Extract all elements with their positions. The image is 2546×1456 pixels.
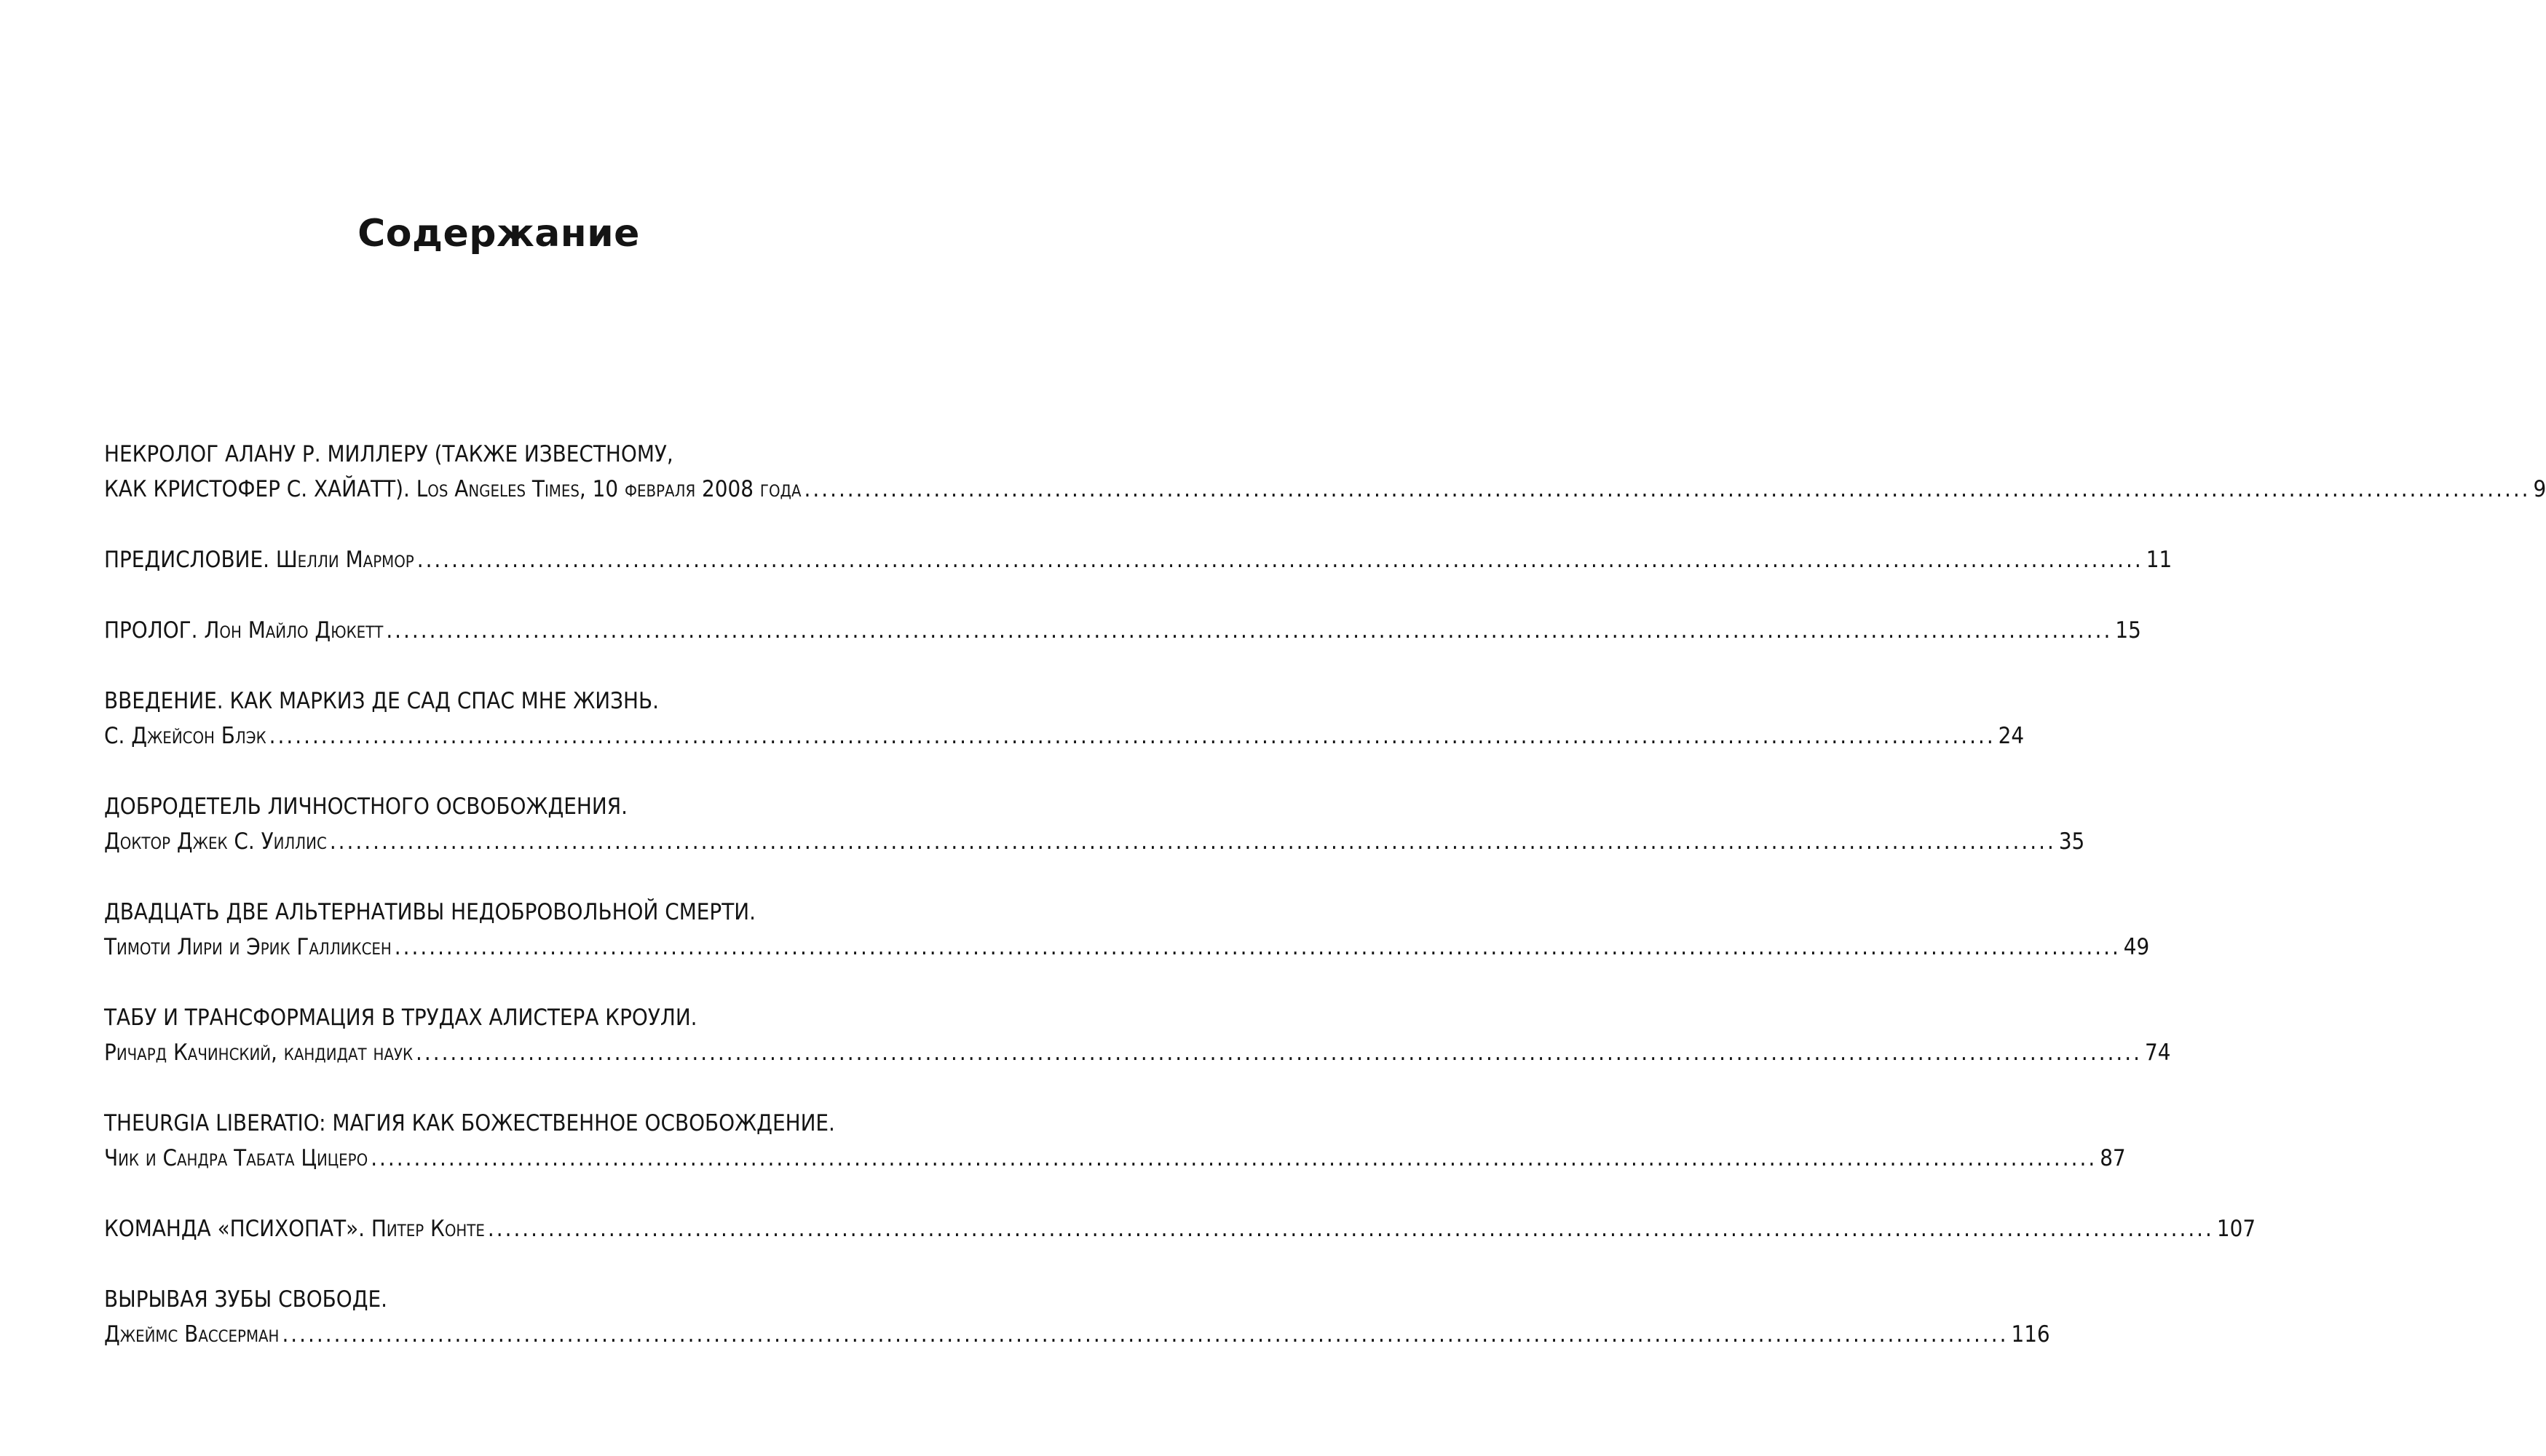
toc-entry-author: С. Джейсон Блэк xyxy=(104,723,266,749)
dot-leader: ........................................................................................................................................................................................................ xyxy=(487,1216,2214,1242)
toc-page-number: 15 xyxy=(2115,617,2141,644)
toc-entry xyxy=(104,1211,2256,1246)
toc-entry xyxy=(104,895,2150,965)
toc-entry-author: Тимоти Лири и Эрик Галликсен xyxy=(104,934,392,960)
toc-entry-text xyxy=(104,1141,368,1176)
toc-entry-leader-line xyxy=(104,542,2173,577)
toc-entry-text xyxy=(104,542,414,577)
toc-entry xyxy=(104,1106,2126,1176)
toc-entry-title-line: ДВАДЦАТЬ ДВЕ АЛЬТЕРНАТИВЫ НЕДОБРОВОЛЬНОЙ СМЕРТИ. xyxy=(104,899,756,925)
toc-entry-author: Чик и Сандра Табата Цицеро xyxy=(104,1145,368,1171)
toc-entry-author: Los Angeles Times, 10 февраля 2008 года xyxy=(416,476,802,502)
toc-entry-text xyxy=(104,719,266,753)
toc-entry-leader-line xyxy=(104,1035,2171,1070)
dot-leader: ........................................................................................................................................................................................................ xyxy=(329,828,2056,855)
toc-page-number: 87 xyxy=(2100,1145,2126,1171)
toc-entry-text xyxy=(104,472,802,507)
toc-entry-title: КОМАНДА «ПСИХОПАТ». xyxy=(104,1216,365,1242)
toc-entry-title-line: ДОБРОДЕТЕЛЬ ЛИЧНОСТНОГО ОСВОБОЖДЕНИЯ. xyxy=(104,794,628,820)
toc-entry-leader-line xyxy=(104,1317,2050,1352)
toc-entry-title-line: THEURGIA LIBERATIO: МАГИЯ КАК БОЖЕСТВЕННОЕ ОСВОБОЖДЕНИЕ. xyxy=(104,1110,835,1136)
toc-entry-leader-line xyxy=(104,472,2546,507)
toc-entry-title-line: ВВЕДЕНИЕ. КАК МАРКИЗ ДЕ САД СПАС МНЕ ЖИЗНЬ. xyxy=(104,688,659,714)
toc-entry-text xyxy=(104,613,383,648)
dot-leader: ........................................................................................................................................................................................................ xyxy=(282,1321,2009,1348)
toc-page-number: 11 xyxy=(2146,547,2173,573)
toc-entry-leader-line xyxy=(104,719,2025,753)
toc-entry-title-line: НЕКРОЛОГ АЛАНУ Р. МИЛЛЕРУ (ТАКЖЕ ИЗВЕСТНОМУ, xyxy=(104,441,673,467)
toc-entry-title: ПРЕДИСЛОВИЕ. xyxy=(104,547,269,573)
toc-entry xyxy=(104,684,2025,753)
dot-leader: ........................................................................................................................................................................................................ xyxy=(394,934,2121,960)
toc-entry-text xyxy=(104,1035,413,1070)
toc-entry-title: ПРОЛОГ. xyxy=(104,617,198,644)
toc-page-number: 107 xyxy=(2216,1216,2256,1242)
toc-page-number: 49 xyxy=(2123,934,2150,960)
dot-leader: ........................................................................................................................................................................................................ xyxy=(371,1145,2098,1171)
toc-entry-author: Лон Майло Дюкетт xyxy=(204,617,384,644)
toc-entry-leader-line xyxy=(104,613,2141,648)
toc-entry-text xyxy=(104,1317,279,1352)
dot-leader: ........................................................................................................................................................................................................ xyxy=(416,1040,2142,1066)
toc-entry-leader-line xyxy=(104,1211,2256,1246)
toc-entry xyxy=(104,1000,2171,1070)
toc-entry-text xyxy=(104,930,392,965)
dot-leader: ........................................................................................................................................................................................................ xyxy=(269,723,1996,749)
toc-entry xyxy=(104,1282,2050,1352)
toc-entry-author: Доктор Джек С. Уиллис xyxy=(104,828,327,855)
toc-page-number: 9 xyxy=(2533,476,2546,502)
toc-entry-leader-line xyxy=(104,824,2085,859)
table-of-contents xyxy=(104,437,2546,1388)
toc-entry xyxy=(104,542,2173,577)
toc-entry-leader-line xyxy=(104,1141,2126,1176)
toc-entry xyxy=(104,789,2085,859)
toc-entry-author: Питер Конте xyxy=(371,1216,485,1242)
toc-entry-author: Ричард Качинский, кандидат наук xyxy=(104,1040,413,1066)
toc-entry-text xyxy=(104,824,327,859)
toc-page-number: 24 xyxy=(1998,723,2025,749)
toc-page-number: 35 xyxy=(2058,828,2085,855)
dot-leader: ........................................................................................................................................................................................................ xyxy=(804,476,2531,502)
dot-leader: ........................................................................................................................................................................................................ xyxy=(386,617,2113,644)
dot-leader: ........................................................................................................................................................................................................ xyxy=(416,547,2143,573)
toc-entry-title-line: ВЫРЫВАЯ ЗУБЫ СВОБОДЕ. xyxy=(104,1286,387,1313)
toc-entry-leader-line xyxy=(104,930,2150,965)
toc-page-number: 116 xyxy=(2011,1321,2050,1348)
toc-entry-text xyxy=(104,1211,485,1246)
toc-entry xyxy=(104,437,2546,507)
toc-page-number: 74 xyxy=(2145,1040,2171,1066)
page-title: Содержание xyxy=(357,212,640,256)
toc-entry-title: КАК КРИСТОФЕР С. ХАЙАТТ). xyxy=(104,476,410,502)
toc-entry-title-line: ТАБУ И ТРАНСФОРМАЦИЯ В ТРУДАХ АЛИСТЕРА КРОУЛИ. xyxy=(104,1005,697,1031)
toc-entry xyxy=(104,613,2141,648)
toc-entry-author: Шелли Мармор xyxy=(275,547,414,573)
toc-entry-author: Джеймс Вассерман xyxy=(104,1321,280,1348)
